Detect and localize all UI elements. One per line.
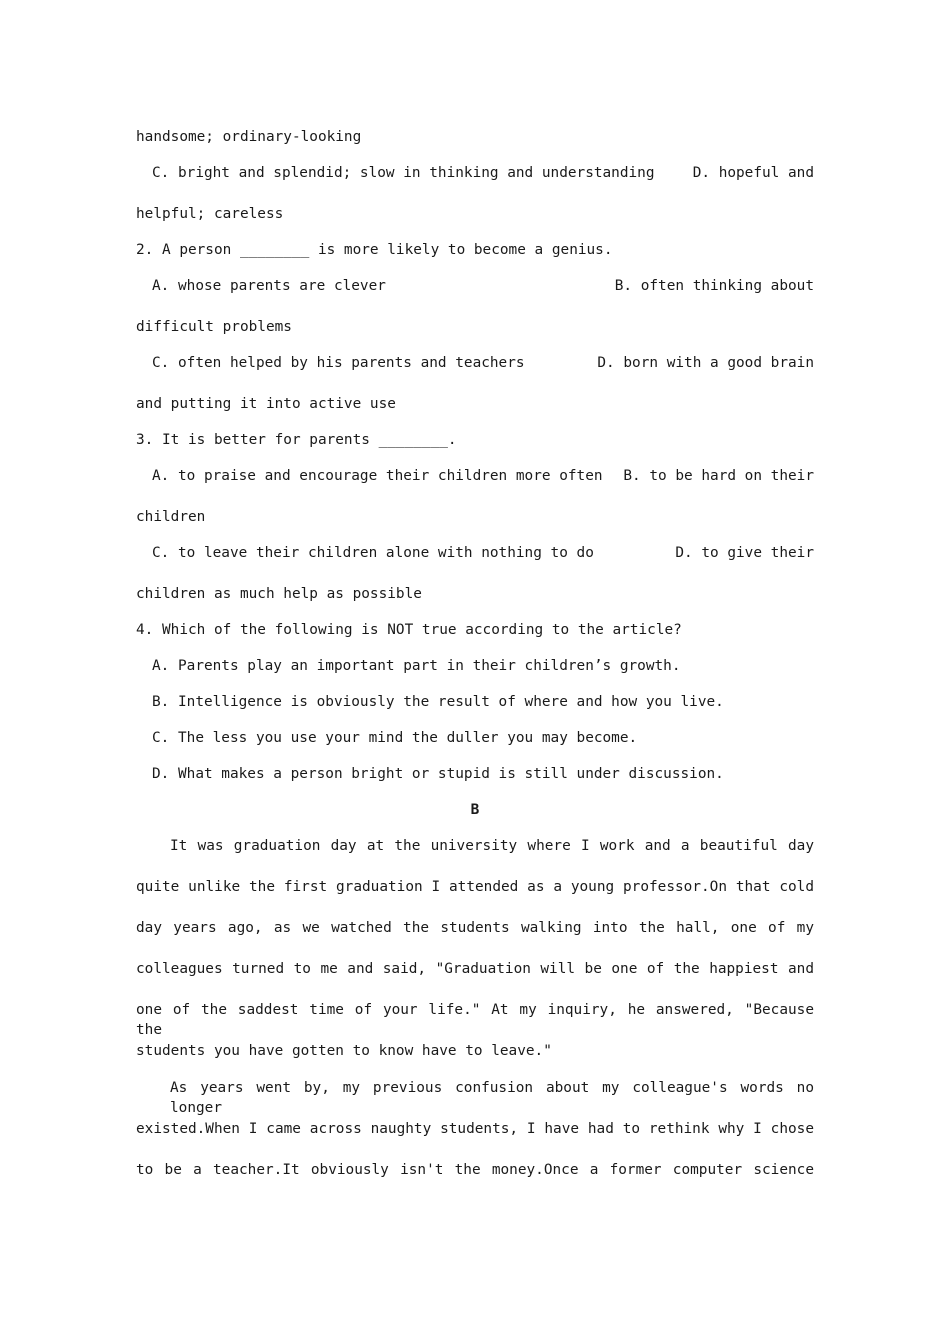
passage-b-p1-line: day years ago, as we watched the students walking into the hall, one of my — [136, 920, 814, 936]
q1-options-c-d — [152, 163, 814, 183]
q1-option-d: D. hopeful and — [692, 165, 814, 181]
q3-stem: 3. It is better for parents ________. — [136, 432, 457, 448]
passage-b-p1-line: colleagues turned to me and said, "Graduation will be one of the happiest and — [136, 961, 814, 977]
q3-option-a: A. to praise and encourage their children more often — [152, 468, 603, 484]
q3-option-c: C. to leave their children alone with nothing to do — [152, 545, 594, 561]
q3-option-d: D. to give their — [675, 545, 814, 561]
q2-option-d-continuation: and putting it into active use — [136, 396, 396, 412]
q1-option-d-continuation: helpful; careless — [136, 206, 284, 222]
q4-option-c: C. The less you use your mind the duller you may become. — [152, 730, 638, 746]
q3-option-d-continuation: children as much help as possible — [136, 586, 422, 602]
q2-option-d: D. born with a good brain — [597, 355, 814, 371]
q1-option-c: C. bright and splendid; slow in thinking and understanding — [152, 165, 655, 181]
q3-option-b-continuation: children — [136, 509, 206, 525]
q3-options-c-d — [152, 543, 814, 563]
section-b-heading: B — [470, 802, 480, 818]
q2-option-b-continuation: difficult problems — [136, 319, 292, 335]
q4-option-a: A. Parents play an important part in their children’s growth. — [152, 658, 681, 674]
passage-b-p2-line: to be a teacher.It obviously isn't the money.Once a former computer science — [136, 1162, 814, 1178]
passage-b-p1-line: one of the saddest time of your life." At my inquiry, he answered, "Because the — [136, 1002, 814, 1038]
q2-option-c: C. often helped by his parents and teachers — [152, 355, 525, 371]
q2-options-c-d — [152, 353, 814, 373]
passage-b-p1-line: students you have gotten to know have to leave." — [136, 1043, 552, 1059]
q2-option-a: A. whose parents are clever — [152, 278, 386, 294]
q2-option-b: B. often thinking about — [614, 278, 814, 294]
q2-options-a-b — [152, 276, 814, 296]
passage-b-p2-line: As years went by, my previous confusion about my colleague's words no longer — [170, 1080, 814, 1116]
passage-b-p1-line: It was graduation day at the university where I work and a beautiful day — [170, 838, 814, 854]
passage-b-p1-line: quite unlike the first graduation I attended as a young professor.On that cold — [136, 879, 814, 895]
q4-option-b: B. Intelligence is obviously the result of where and how you live. — [152, 694, 724, 710]
q3-options-a-b — [152, 466, 814, 486]
q4-option-d: D. What makes a person bright or stupid is still under discussion. — [152, 766, 724, 782]
q3-option-b: B. to be hard on their — [623, 468, 814, 484]
passage-b-p2-line: existed.When I came across naughty students, I have had to rethink why I chose — [136, 1121, 814, 1137]
q1-option-b-continuation: handsome; ordinary-looking — [136, 129, 362, 145]
q2-stem: 2. A person ________ is more likely to become a genius. — [136, 242, 613, 258]
q4-stem: 4. Which of the following is NOT true according to the article? — [136, 622, 682, 638]
